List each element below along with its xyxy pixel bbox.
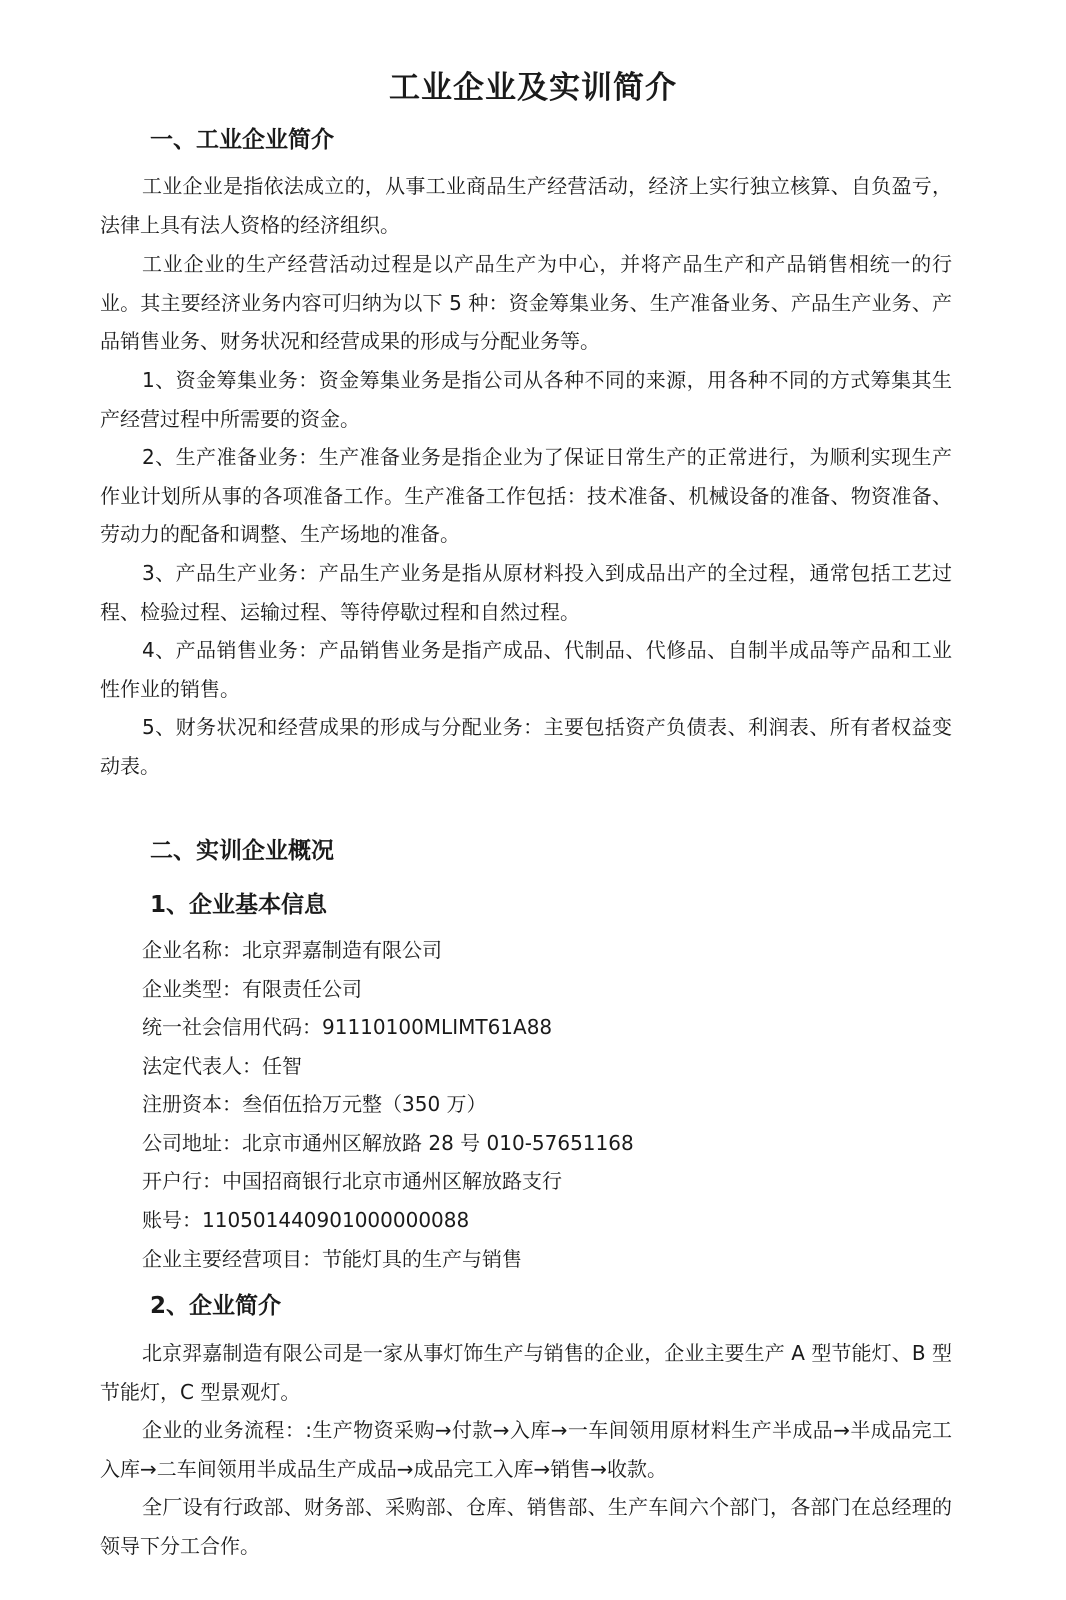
credit-code-line: 统一社会信用代码：91110100MLIMT61A88 [142, 1015, 553, 1039]
section-1-item-2: 2、生产准备业务：生产准备业务是指企业为了保证日常生产的正常进行，为顺利实现生产作业计划所从事的各项准备工作。生产准备工作包括：技术准备、机械设备的准备、物资准备、劳动力的配备和调整、生产场地的准备。 [100, 445, 952, 546]
company-intro-paragraph-3: 全厂设有行政部、财务部、采购部、仓库、销售部、生产车间六个部门，各部门在总经理的领导下分工合作。 [100, 1495, 952, 1558]
document-title: 工业企业及实训简介 [389, 70, 677, 106]
registered-capital-line: 注册资本：叁佰伍拾万元整（350 万） [142, 1092, 487, 1116]
company-type-line: 企业类型：有限责任公司 [142, 977, 362, 1001]
main-business-line: 企业主要经营项目：节能灯具的生产与销售 [142, 1247, 522, 1271]
subsection-company-intro-heading: 2、企业简介 [150, 1293, 282, 1319]
company-intro-paragraph-2: 企业的业务流程：:生产物资采购→付款→入库→一车间领用原材料生产半成品→半成品完工入库→二车间领用半成品生产成品→成品完工入库→销售→收款。 [100, 1418, 952, 1481]
company-name-line: 企业名称：北京羿嘉制造有限公司 [142, 938, 442, 962]
bank-line: 开户行：中国招商银行北京市通州区解放路支行 [142, 1169, 562, 1193]
section-1-paragraph-2: 工业企业的生产经营活动过程是以产品生产为中心，并将产品生产和产品销售相统一的行业。其主要经济业务内容可归纳为以下 5 种：资金筹集业务、生产准备业务、产品生产业务、产品销售业务、财务状况和经营成果的形成与分配业务等。 [100, 252, 952, 353]
company-address-line: 公司地址：北京市通州区解放路 28 号 010-57651168 [142, 1131, 634, 1155]
company-intro-paragraph-1: 北京羿嘉制造有限公司是一家从事灯饰生产与销售的企业，企业主要生产 A 型节能灯、B 型节能灯，C 型景观灯。 [100, 1341, 952, 1404]
section-1-item-1: 1、资金筹集业务：资金筹集业务是指公司从各种不同的来源，用各种不同的方式筹集其生产经营过程中所需要的资金。 [100, 368, 952, 431]
section-1-heading: 一、工业企业简介 [150, 127, 334, 153]
section-2-heading: 二、实训企业概况 [150, 838, 334, 864]
section-1-item-5: 5、财务状况和经营成果的形成与分配业务：主要包括资产负债表、利润表、所有者权益变动表。 [100, 715, 952, 778]
subsection-basic-info-heading: 1、企业基本信息 [150, 892, 328, 918]
section-1-item-3: 3、产品生产业务：产品生产业务是指从原材料投入到成品出产的全过程，通常包括工艺过程、检验过程、运输过程、等待停歇过程和自然过程。 [100, 561, 952, 624]
section-1-paragraph-1: 工业企业是指依法成立的，从事工业商品生产经营活动，经济上实行独立核算、自负盈亏，法律上具有法人资格的经济组织。 [100, 174, 952, 237]
legal-representative-line: 法定代表人：任智 [142, 1054, 302, 1078]
section-1-item-4: 4、产品销售业务：产品销售业务是指产成品、代制品、代修品、自制半成品等产品和工业性作业的销售。 [100, 638, 952, 701]
account-number-line: 账号：110501440901000000088 [142, 1208, 470, 1232]
